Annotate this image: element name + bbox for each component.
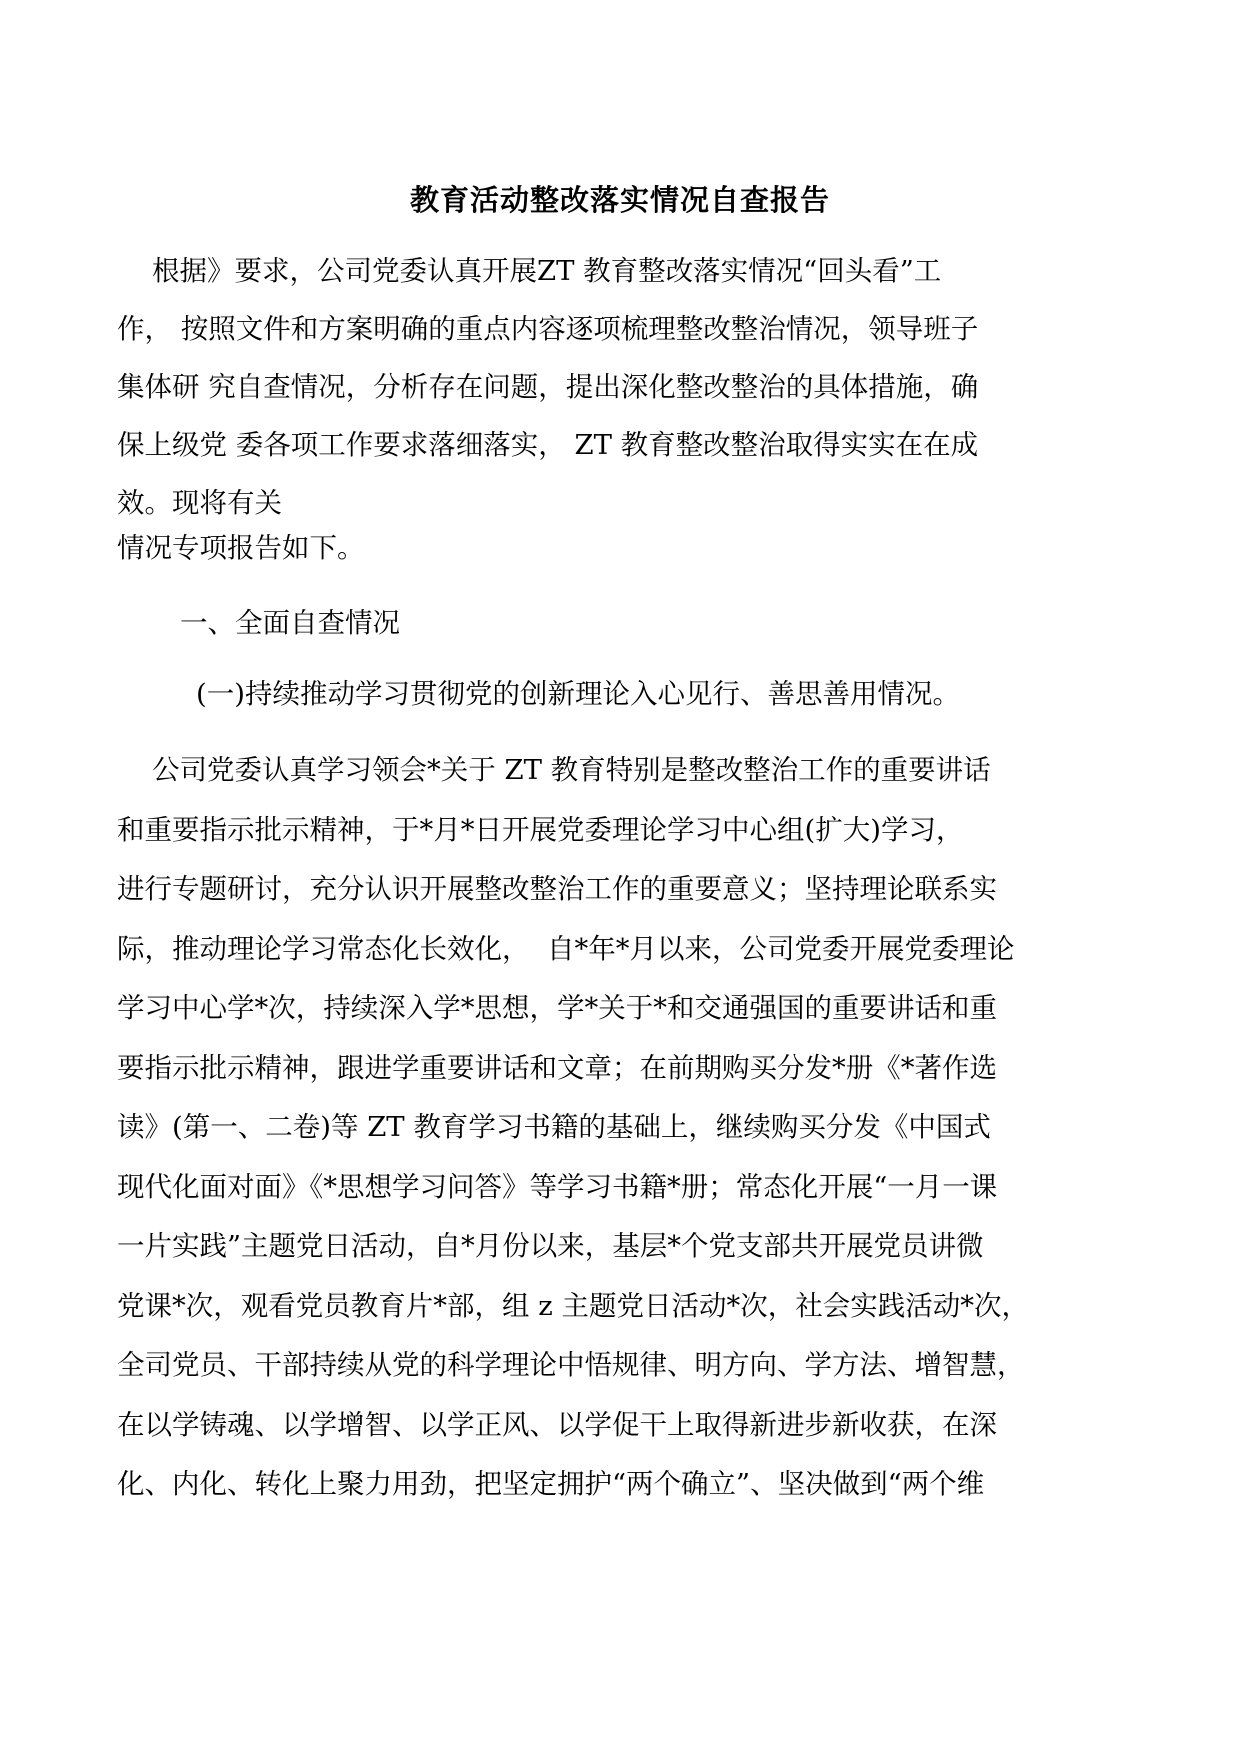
text-line: 化、内化、转化上聚力用劲，把坚定拥护“两个确立”、坚决做到“两个维 (117, 1468, 985, 1500)
text-line: 际，推动理论学习常态化长效化， 自*年*月以来，公司党委开展党委理论 (117, 932, 1015, 965)
section-heading: 一、全面自查情况 (180, 607, 400, 639)
text-line: 一片实践”主题党日活动，自*月份以来，基层*个党支部共开展党员讲微 (117, 1230, 984, 1262)
text-line: 公司党委认真学习领会*关于 ZT 教育特别是整改整治工作的重要讲话 (117, 754, 991, 786)
text-line: 和重要指示批示精神，于*月*日开展党委理论学习中心组(扩大)学习， (117, 813, 964, 846)
text-line: 要指示批示精神，跟进学重要讲话和文章；在前期购买分发*册《*著作选 (117, 1051, 997, 1084)
document-title: 教育活动整改落实情况自查报告 (409, 183, 830, 217)
text-line: 效。现将有关 (117, 487, 282, 519)
text-line: 读》(第一、二卷)等 ZT 教育学习书籍的基础上，继续购买分发《中国式 (117, 1111, 991, 1143)
text-line: 全司党员、干部持续从党的科学理论中悟规律、明方向、学方法、增智慧， (117, 1349, 1025, 1381)
text-line: 根据》要求，公司党委认真开展ZT 教育整改落实情况“回头看”工 (117, 255, 942, 287)
body-paragraph (117, 750, 1137, 1524)
text-line: 党课*次，观看党员教育片*部，组 z 主题党日活动*次，社会实践活动*次， (117, 1289, 1029, 1322)
text-line: 在以学铸魂、以学增智、以学正风、以学促干上取得新进步新收获，在深 (117, 1408, 997, 1441)
text-line: 保上级党 委各项工作要求落细落实， ZT 教育整改整治取得实实在在成 (117, 429, 979, 461)
text-line: 作， 按照文件和方案明确的重点内容逐项梳理整改整治情况，领导班子 (117, 313, 979, 345)
text-line: 进行专题研讨，充分认识开展整改整治工作的重要意义；坚持理论联系实 (117, 873, 997, 905)
text-line: 现代化面对面》《*思想学习问答》等学习书籍*册；常态化开展“一月一课 (117, 1170, 998, 1203)
intro-paragraph (117, 251, 1137, 586)
text-line: 情况专项报告如下。 (117, 532, 365, 564)
sub-heading: (一)持续推动学习贯彻党的创新理论入心见行、善思善用情况。 (196, 678, 960, 710)
text-line: 集体研 究自查情况，分析存在问题，提出深化整改整治的具体措施，确 (117, 371, 979, 403)
text-line: 学习中心学*次，持续深入学*思想，学*关于*和交通强国的重要讲话和重 (117, 992, 997, 1024)
